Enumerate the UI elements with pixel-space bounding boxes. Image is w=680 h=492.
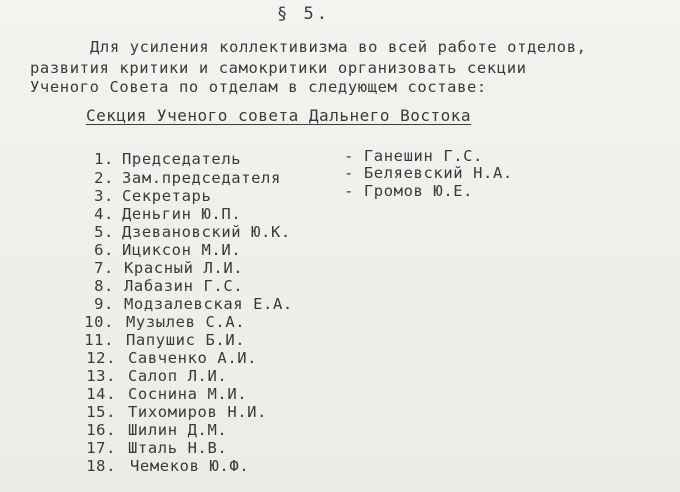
member-name: Модзалевская Е.А. [124,295,293,313]
paragraph-line-3: Ученого Совета по отделам в следующем составе: [30,78,487,96]
entry-number: 12. [86,349,116,367]
entry-number: 18. [86,457,116,475]
officer-name: - Громов Ю.Е. [344,182,474,200]
entry-number: 4. [94,205,114,223]
entry-number: 14. [86,385,116,403]
entry-number: 6. [94,241,114,259]
entry-number: 8. [94,277,114,295]
entry-number: 15. [86,403,116,421]
paragraph-line-2: развития критики и самокритики организовать секции [30,59,527,77]
member-name: Ициксон М.И. [122,241,242,259]
entry-number: 1. [94,150,114,168]
member-name: Деньгин Ю.П. [122,205,242,223]
entry-number: 9. [94,295,114,313]
member-name: Чемеков Ю.Ф. [130,457,250,475]
entry-number: 16. [86,421,116,439]
officer-role: Председатель [122,150,242,168]
member-name: Красный Л.И. [124,259,244,277]
officer-name: - Ганешин Г.С. [344,147,484,165]
entry-number: 2. [94,169,114,187]
officer-name: - Беляевский Н.А. [344,164,513,182]
member-name: Салоп Л.И. [128,367,228,385]
member-name: Лабазин Г.С. [124,277,244,295]
section-title: Секция Ученого совета Дальнего Востока [86,106,472,125]
entry-number: 3. [94,187,114,205]
section-mark: § 5. [277,4,330,24]
member-name: Соснина М.И. [128,385,248,403]
entry-number: 5. [94,223,114,241]
member-name: Музылев С.А. [126,313,246,331]
entry-number: 7. [94,259,114,277]
member-name: Шталь Н.В. [128,439,228,457]
officer-role: Зам.председателя [122,169,281,187]
member-name: Савченко А.И. [128,349,258,367]
member-name: Папушис Б.И. [126,331,246,349]
member-name: Тихомиров Н.И. [128,403,268,421]
paragraph-line-1: Для усиления коллективизма во всей работе отделов, [90,38,587,56]
entry-number: 11. [84,331,114,349]
entry-number: 13. [86,367,116,385]
member-name: Дзевановский Ю.К. [122,223,291,241]
entry-number: 10. [84,313,114,331]
member-name: Шилин Д.М. [128,421,228,439]
entry-number: 17. [86,439,116,457]
officer-role: Секретарь [122,187,212,205]
